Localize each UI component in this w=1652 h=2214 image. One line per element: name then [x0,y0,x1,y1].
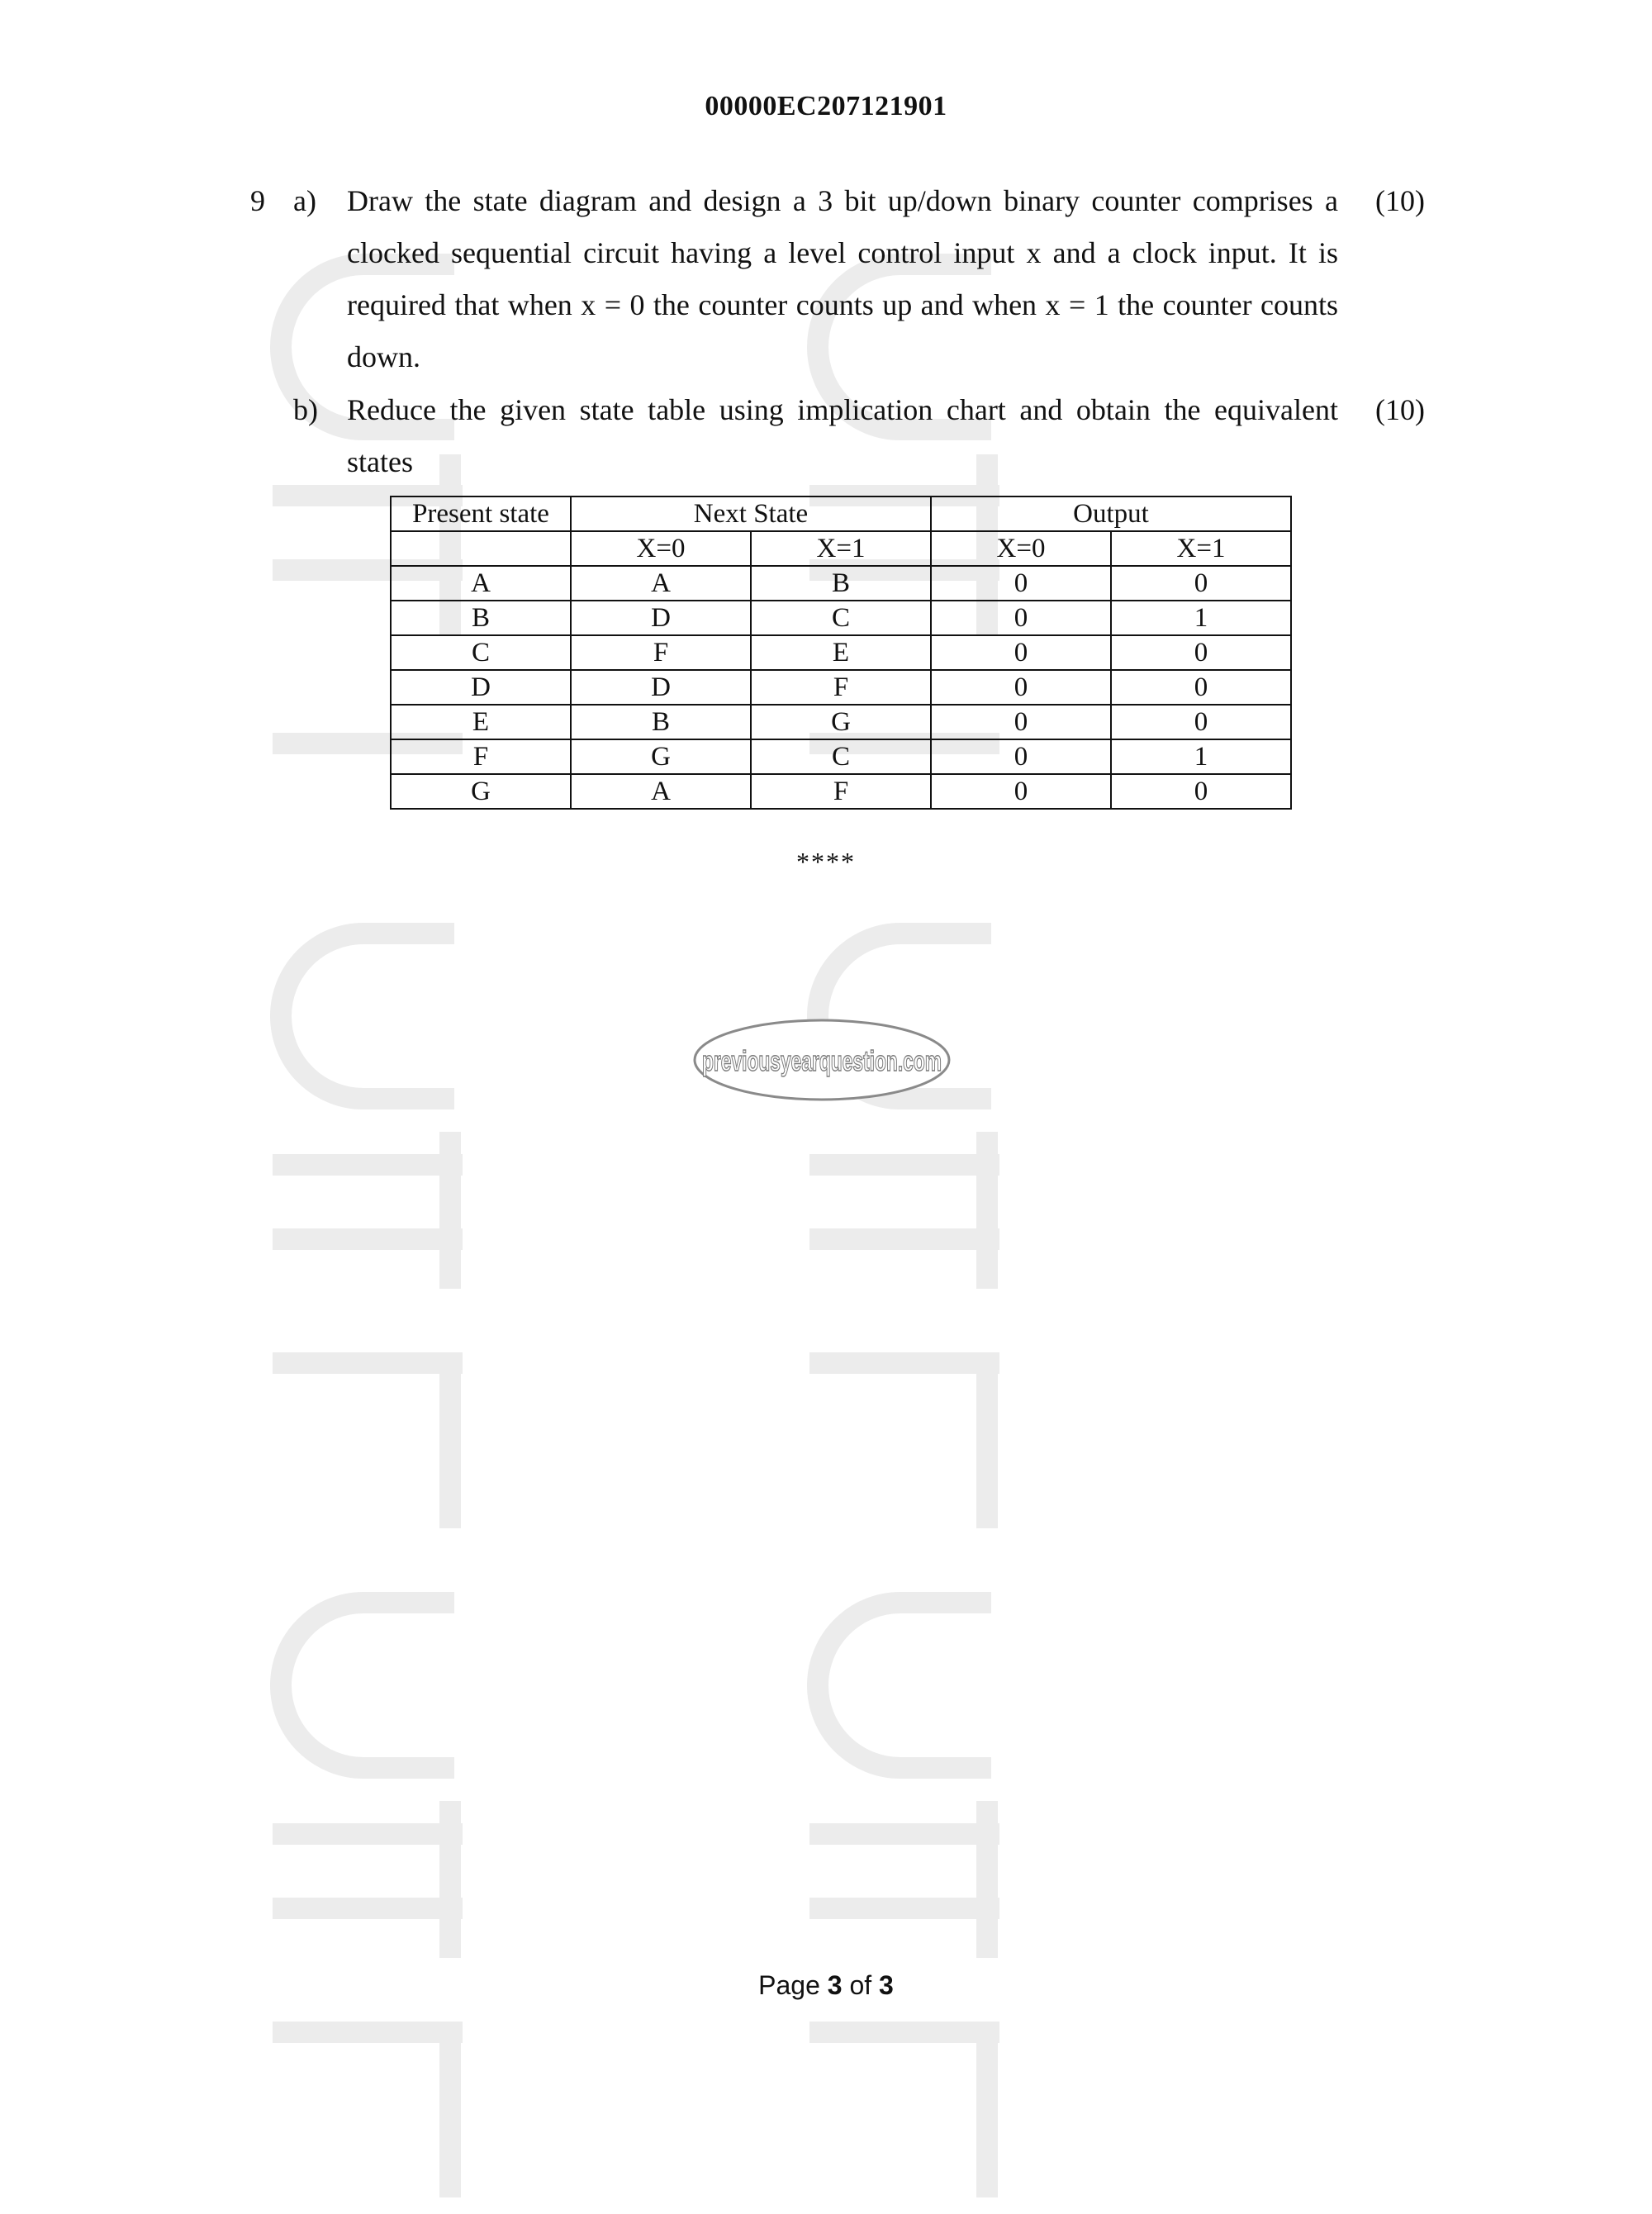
part-a-line: required that when x = 0 the counter counts up and when x = 1 the counter counts [347,288,1338,321]
header-output-x0: X=0 [931,531,1111,566]
paper-code: 00000EC207121901 [705,91,947,121]
table-cell: F [571,635,751,670]
of-word: of [849,1970,872,2000]
watermark-cet [264,1586,479,2214]
watermark-cet [264,917,479,1545]
watermark-cet [801,917,1016,1545]
table-cell: 1 [1111,601,1291,635]
table-cell: D [571,670,751,705]
table-cell: 0 [931,670,1111,705]
table-row [391,774,1291,809]
table-cell: D [391,670,571,705]
part-b-label: b) [293,393,318,426]
header-next-x0: X=0 [571,531,751,566]
part-a-line: clocked sequential circuit having a level control input x and a clock input. It is [347,236,1338,269]
header-output-x1: X=1 [1111,531,1291,566]
table-cell: C [391,635,571,670]
end-marker: **** [796,847,856,877]
page-number [0,1970,1652,2001]
part-a-line: Draw the state diagram and design a 3 bit up/down binary counter comprises a [347,184,1338,217]
state-table [390,496,1292,810]
table-cell: A [391,566,571,601]
table-cell: E [391,705,571,739]
table-cell: 0 [1111,635,1291,670]
table-header-row [391,496,1291,531]
table-cell: G [391,774,571,809]
table-cell: B [571,705,751,739]
part-a-marks: (10) [1375,184,1425,217]
part-b-line: Reduce the given state table using implication chart and obtain the equivalent [347,393,1338,426]
table-cell: 0 [931,705,1111,739]
table-cell: B [751,566,931,601]
part-b-text [347,384,1338,488]
table-cell: 0 [931,635,1111,670]
header-next-state: Next State [571,496,931,531]
table-cell: 0 [1111,774,1291,809]
table-row [391,739,1291,774]
table-cell: 0 [931,739,1111,774]
part-a-text [347,175,1338,383]
table-cell: G [571,739,751,774]
table-row [391,705,1291,739]
current-page: 3 [827,1970,843,2000]
part-a-label: a) [293,184,316,217]
header-next-x1: X=1 [751,531,931,566]
table-row [391,601,1291,635]
table-cell: C [751,601,931,635]
header-present-state: Present state [391,496,571,531]
table-row [391,566,1291,601]
table-row [391,670,1291,705]
page-word: Page [758,1970,820,2000]
table-cell: 0 [931,566,1111,601]
logo-text: previousyearquestion.com [702,1046,942,1077]
watermark-cet [801,1586,1016,2214]
table-row [391,635,1291,670]
question-number: 9 [250,184,265,217]
table-cell: B [391,601,571,635]
total-pages: 3 [879,1970,894,2000]
table-cell: D [571,601,751,635]
table-cell: 0 [1111,566,1291,601]
table-cell [391,531,571,566]
table-cell: G [751,705,931,739]
table-cell: A [571,774,751,809]
part-a-line: down. [347,340,420,373]
table-cell: A [571,566,751,601]
site-logo [690,1014,954,1109]
table-cell: E [751,635,931,670]
table-cell: F [751,774,931,809]
table-subheader-row [391,531,1291,566]
table-cell: 0 [931,601,1111,635]
table-cell: F [751,670,931,705]
table-cell: F [391,739,571,774]
part-b-marks: (10) [1375,393,1425,426]
part-b-line: states [347,445,413,478]
table-cell: 0 [1111,670,1291,705]
table-cell: 1 [1111,739,1291,774]
table-cell: C [751,739,931,774]
table-cell: 0 [931,774,1111,809]
table-cell: 0 [1111,705,1291,739]
header-output: Output [931,496,1291,531]
